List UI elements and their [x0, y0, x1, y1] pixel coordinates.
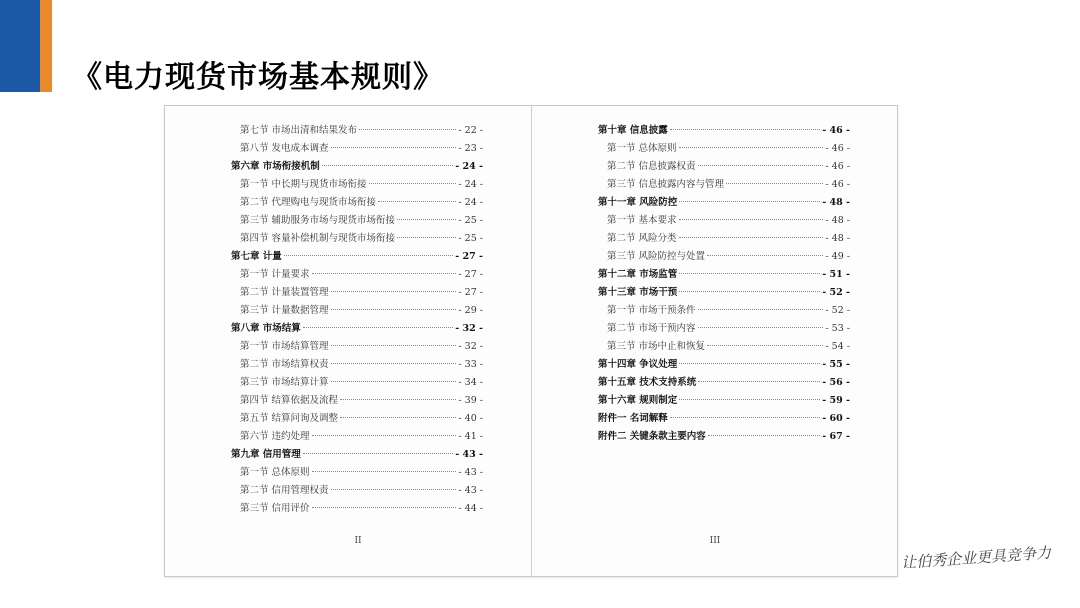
- toc-entry-page: - 43 -: [458, 485, 483, 496]
- toc-entry-label: 第二节 信用管理权责: [240, 485, 329, 496]
- toc-chapter-row: [598, 392, 850, 410]
- toc-section-row: [598, 176, 850, 194]
- toc-entry-label: 第八章 市场结算: [231, 323, 301, 334]
- toc-entry-label: 第二节 信息披露权责: [607, 161, 696, 172]
- toc-entry-label: 第二节 风险分类: [607, 233, 677, 244]
- toc-chapter-row: [231, 158, 483, 176]
- left-page: [165, 106, 531, 576]
- toc-entry-label: 第六节 违约处理: [240, 431, 310, 442]
- toc-entry-label: 第三节 市场中止和恢复: [607, 341, 706, 352]
- left-page-number: II: [354, 536, 362, 546]
- toc-entry-page: - 49 -: [825, 251, 850, 262]
- toc-section-row: [231, 464, 483, 482]
- toc-entry-page: - 46 -: [825, 179, 850, 190]
- toc-entry-page: - 46 -: [822, 125, 850, 136]
- toc-entry-label: 第七节 市场出清和结果发布: [240, 125, 358, 136]
- toc-leader-dots: [707, 345, 823, 346]
- toc-leader-dots: [378, 201, 456, 202]
- toc-section-row: [598, 320, 850, 338]
- toc-entry-label: 第八节 发电成本调查: [240, 143, 329, 154]
- toc-entry-label: 第十二章 市场监管: [598, 269, 678, 280]
- toc-section-row: [231, 230, 483, 248]
- toc-entry-label: 第二节 代理购电与现货市场衔接: [240, 197, 377, 208]
- toc-entry-label: 第十一章 风险防控: [598, 197, 678, 208]
- toc-leader-dots: [726, 183, 823, 184]
- right-page-number: III: [709, 536, 721, 546]
- toc-leader-dots: [331, 147, 457, 148]
- toc-leader-dots: [679, 363, 820, 364]
- toc-entry-label: 第三节 计量数据管理: [240, 305, 329, 316]
- toc-section-row: [231, 356, 483, 374]
- toc-leader-dots: [312, 507, 457, 508]
- toc-section-row: [598, 230, 850, 248]
- toc-entry-page: - 55 -: [822, 359, 850, 370]
- toc-entry-label: 第三节 信用评价: [240, 503, 310, 514]
- toc-entry-label: 第一节 中长期与现货市场衔接: [240, 179, 367, 190]
- toc-leader-dots: [303, 327, 453, 328]
- toc-leader-dots: [679, 291, 820, 292]
- toc-section-row: [231, 500, 483, 518]
- toc-leader-dots: [679, 399, 820, 400]
- toc-entry-label: 第六章 市场衔接机制: [231, 161, 320, 172]
- toc-leader-dots: [707, 255, 823, 256]
- toc-section-row: [231, 338, 483, 356]
- toc-entry-page: - 33 -: [458, 359, 483, 370]
- toc-section-row: [231, 482, 483, 500]
- toc-chapter-row: [598, 122, 850, 140]
- toc-leader-dots: [698, 327, 824, 328]
- toc-leader-dots: [698, 309, 824, 310]
- toc-entry-page: - 67 -: [822, 431, 850, 442]
- accent-bar-blue: [0, 0, 40, 92]
- toc-entry-page: - 60 -: [822, 413, 850, 424]
- toc-entry-page: - 24 -: [455, 161, 483, 172]
- toc-entry-page: - 40 -: [458, 413, 483, 424]
- toc-entry-label: 第一节 计量要求: [240, 269, 310, 280]
- toc-chapter-row: [598, 356, 850, 374]
- toc-section-row: [598, 140, 850, 158]
- toc-entry-page: - 23 -: [458, 143, 483, 154]
- toc-entry-page: - 34 -: [458, 377, 483, 388]
- toc-leader-dots: [331, 363, 457, 364]
- signature-slogan: 让伯秀企业更具竞争力: [900, 543, 1052, 573]
- toc-leader-dots: [359, 129, 456, 130]
- accent-bar-orange: [40, 0, 52, 92]
- book-spread: [164, 105, 898, 577]
- toc-entry-page: - 52 -: [822, 287, 850, 298]
- toc-chapter-row: [598, 284, 850, 302]
- toc-section-row: [231, 176, 483, 194]
- toc-leader-dots: [698, 381, 820, 382]
- toc-entry-page: - 56 -: [822, 377, 850, 388]
- toc-leader-dots: [708, 435, 820, 436]
- toc-leader-dots: [322, 165, 453, 166]
- toc-section-row: [231, 140, 483, 158]
- toc-section-row: [231, 266, 483, 284]
- toc-chapter-row: [598, 374, 850, 392]
- left-toc: [231, 122, 483, 518]
- toc-entry-label: 第一节 总体原则: [607, 143, 677, 154]
- toc-leader-dots: [679, 237, 824, 238]
- toc-chapter-row: [598, 194, 850, 212]
- toc-entry-page: - 52 -: [825, 305, 850, 316]
- toc-entry-page: - 44 -: [458, 503, 483, 514]
- toc-entry-label: 第七章 计量: [231, 251, 282, 262]
- toc-entry-page: - 27 -: [458, 287, 483, 298]
- toc-entry-page: - 39 -: [458, 395, 483, 406]
- toc-entry-label: 第三节 市场结算计算: [240, 377, 329, 388]
- toc-entry-label: 第二节 计量装置管理: [240, 287, 329, 298]
- toc-entry-page: - 46 -: [825, 143, 850, 154]
- toc-chapter-row: [598, 428, 850, 446]
- toc-entry-label: 第一节 市场干预条件: [607, 305, 696, 316]
- toc-leader-dots: [312, 471, 457, 472]
- toc-entry-label: 第二节 市场干预内容: [607, 323, 696, 334]
- toc-section-row: [598, 248, 850, 266]
- toc-chapter-row: [231, 248, 483, 266]
- toc-entry-label: 第十六章 规则制定: [598, 395, 678, 406]
- toc-entry-page: - 41 -: [458, 431, 483, 442]
- toc-section-row: [231, 122, 483, 140]
- toc-entry-page: - 25 -: [458, 233, 483, 244]
- toc-leader-dots: [698, 165, 824, 166]
- toc-chapter-row: [598, 266, 850, 284]
- right-toc: [598, 122, 850, 446]
- toc-section-row: [598, 338, 850, 356]
- toc-entry-page: - 48 -: [825, 233, 850, 244]
- toc-section-row: [231, 392, 483, 410]
- toc-leader-dots: [340, 399, 456, 400]
- toc-leader-dots: [331, 381, 457, 382]
- toc-chapter-row: [231, 320, 483, 338]
- toc-leader-dots: [331, 291, 457, 292]
- toc-leader-dots: [397, 219, 456, 220]
- toc-leader-dots: [340, 417, 456, 418]
- toc-entry-page: - 48 -: [825, 215, 850, 226]
- toc-entry-page: - 51 -: [822, 269, 850, 280]
- toc-section-row: [598, 158, 850, 176]
- slide-title: 《电力现货市场基本规则》: [72, 60, 444, 95]
- toc-leader-dots: [670, 417, 820, 418]
- toc-entry-page: - 29 -: [458, 305, 483, 316]
- toc-entry-label: 第四节 结算依据及流程: [240, 395, 339, 406]
- toc-leader-dots: [679, 147, 824, 148]
- toc-section-row: [231, 302, 483, 320]
- toc-section-row: [231, 212, 483, 230]
- toc-entry-page: - 27 -: [458, 269, 483, 280]
- toc-leader-dots: [331, 345, 457, 346]
- toc-leader-dots: [679, 201, 820, 202]
- toc-entry-page: - 59 -: [822, 395, 850, 406]
- toc-leader-dots: [312, 273, 457, 274]
- toc-entry-page: - 54 -: [825, 341, 850, 352]
- toc-leader-dots: [303, 453, 453, 454]
- toc-entry-label: 第二节 市场结算权责: [240, 359, 329, 370]
- toc-leader-dots: [331, 489, 457, 490]
- toc-leader-dots: [369, 183, 457, 184]
- toc-entry-page: - 22 -: [458, 125, 483, 136]
- right-page: [532, 106, 898, 576]
- toc-entry-label: 第三节 辅助服务市场与现货市场衔接: [240, 215, 396, 226]
- toc-section-row: [598, 212, 850, 230]
- toc-entry-page: - 43 -: [455, 449, 483, 460]
- toc-entry-label: 第十三章 市场干预: [598, 287, 678, 298]
- toc-chapter-row: [598, 410, 850, 428]
- toc-leader-dots: [312, 435, 457, 436]
- toc-entry-label: 第三节 信息披露内容与管理: [607, 179, 725, 190]
- toc-section-row: [231, 284, 483, 302]
- toc-entry-page: - 27 -: [455, 251, 483, 262]
- toc-leader-dots: [284, 255, 453, 256]
- toc-leader-dots: [331, 309, 457, 310]
- toc-entry-label: 第四节 容量补偿机制与现货市场衔接: [240, 233, 396, 244]
- toc-entry-page: - 32 -: [455, 323, 483, 334]
- toc-leader-dots: [679, 219, 824, 220]
- toc-entry-page: - 24 -: [458, 197, 483, 208]
- toc-entry-label: 第五节 结算问询及调整: [240, 413, 339, 424]
- toc-section-row: [231, 194, 483, 212]
- toc-entry-page: - 43 -: [458, 467, 483, 478]
- toc-entry-page: - 25 -: [458, 215, 483, 226]
- toc-entry-label: 第九章 信用管理: [231, 449, 301, 460]
- toc-chapter-row: [231, 446, 483, 464]
- toc-entry-label: 第一节 市场结算管理: [240, 341, 329, 352]
- toc-entry-page: - 48 -: [822, 197, 850, 208]
- toc-entry-page: - 46 -: [825, 161, 850, 172]
- toc-entry-page: - 53 -: [825, 323, 850, 334]
- toc-entry-label: 第十四章 争议处理: [598, 359, 678, 370]
- toc-leader-dots: [397, 237, 456, 238]
- toc-section-row: [231, 410, 483, 428]
- toc-entry-label: 第一节 基本要求: [607, 215, 677, 226]
- toc-section-row: [231, 428, 483, 446]
- toc-entry-label: 第十五章 技术支持系统: [598, 377, 697, 388]
- toc-leader-dots: [679, 273, 820, 274]
- toc-entry-page: - 32 -: [458, 341, 483, 352]
- toc-entry-page: - 24 -: [458, 179, 483, 190]
- toc-entry-label: 第十章 信息披露: [598, 125, 668, 136]
- toc-entry-label: 第三节 风险防控与处置: [607, 251, 706, 262]
- toc-entry-label: 附件二 关键条款主要内容: [598, 431, 706, 442]
- toc-leader-dots: [670, 129, 820, 130]
- toc-entry-label: 附件一 名词解释: [598, 413, 668, 424]
- toc-section-row: [598, 302, 850, 320]
- toc-section-row: [231, 374, 483, 392]
- toc-entry-label: 第一节 总体原则: [240, 467, 310, 478]
